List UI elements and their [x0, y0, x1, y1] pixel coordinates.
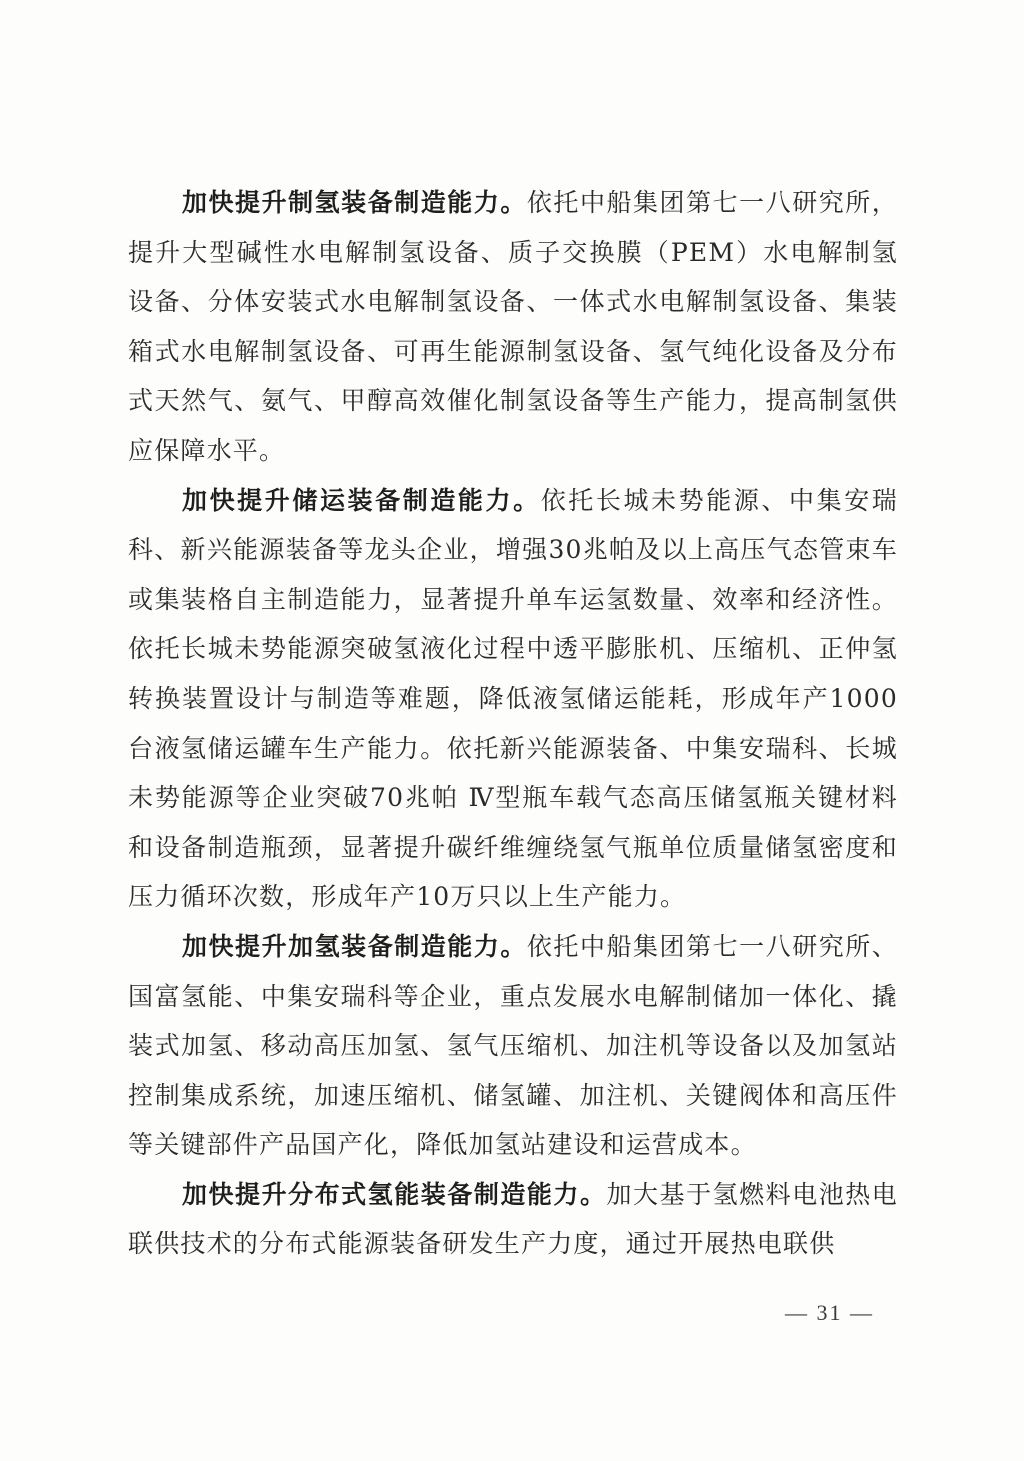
paragraph-heading: 加快提升制氢装备制造能力。: [182, 188, 527, 217]
paragraph-heading: 加快提升加氢装备制造能力。: [182, 931, 527, 961]
paragraph-heading: 加快提升储运装备制造能力。: [182, 485, 541, 515]
paragraph-text: 依托中船集团第七一八研究所、国富氢能、中集安瑞科等企业，重点发展水电解制储加一体化、撬装式加氢、移动高压加氢、氢气压缩机、加注机等设备以及加氢站控制集成系统，加速压缩机、储氢罐、加注机、关键阀体和高压件等关键部件产品国产化，降低加氢站建设和运营成本。: [128, 931, 898, 1160]
paragraph-text: 依托长城未势能源、中集安瑞科、新兴能源装备等龙头企业，增强30兆帕及以上高压气态管束车或集装格自主制造能力，显著提升单车运氢数量、效率和经济性。依托长城未势能源突破氢液化过程中透平膨胀机、压缩机、正仲氢转换装置设计与制造等难题，降低液氢储运能耗，形成年产1000台液氢储运罐车生产能力。依托新兴能源装备、中集安瑞科、长城未势能源等企业突破70兆帕 Ⅳ型瓶车载气态高压储氢瓶关键材料和设备制造瓶颈，显著提升碳纤维缠绕氢气瓶单位质量储氢密度和压力循环次数，形成年产10万只以上生产能力。: [128, 485, 898, 912]
paragraph-storage-transport: [128, 476, 898, 922]
paragraph-text: 依托中船集团第七一八研究所，提升大型碱性水电解制氢设备、质子交换膜（PEM）水电解制氢设备、分体安装式水电解制氢设备、一体式水电解制氢设备、集装箱式水电解制氢设备、可再生能源制氢设备、氢气纯化设备及分布式天然气、氨气、甲醇高效催化制氢设备等生产能力，提高制氢供应保障水平。: [128, 188, 898, 465]
document-body: [128, 178, 898, 1269]
paragraph-hydrogen-production: [128, 178, 898, 476]
paragraph-distributed-energy: [128, 1170, 898, 1269]
paragraph-refueling: [128, 922, 898, 1170]
paragraph-heading: 加快提升分布式氢能装备制造能力。: [182, 1179, 607, 1209]
page-number: — 31 —: [785, 1300, 874, 1325]
paragraph-text: 加大基于氢燃料电池热电联供技术的分布式能源装备研发生产力度，通过开展热电联供: [128, 1179, 899, 1259]
